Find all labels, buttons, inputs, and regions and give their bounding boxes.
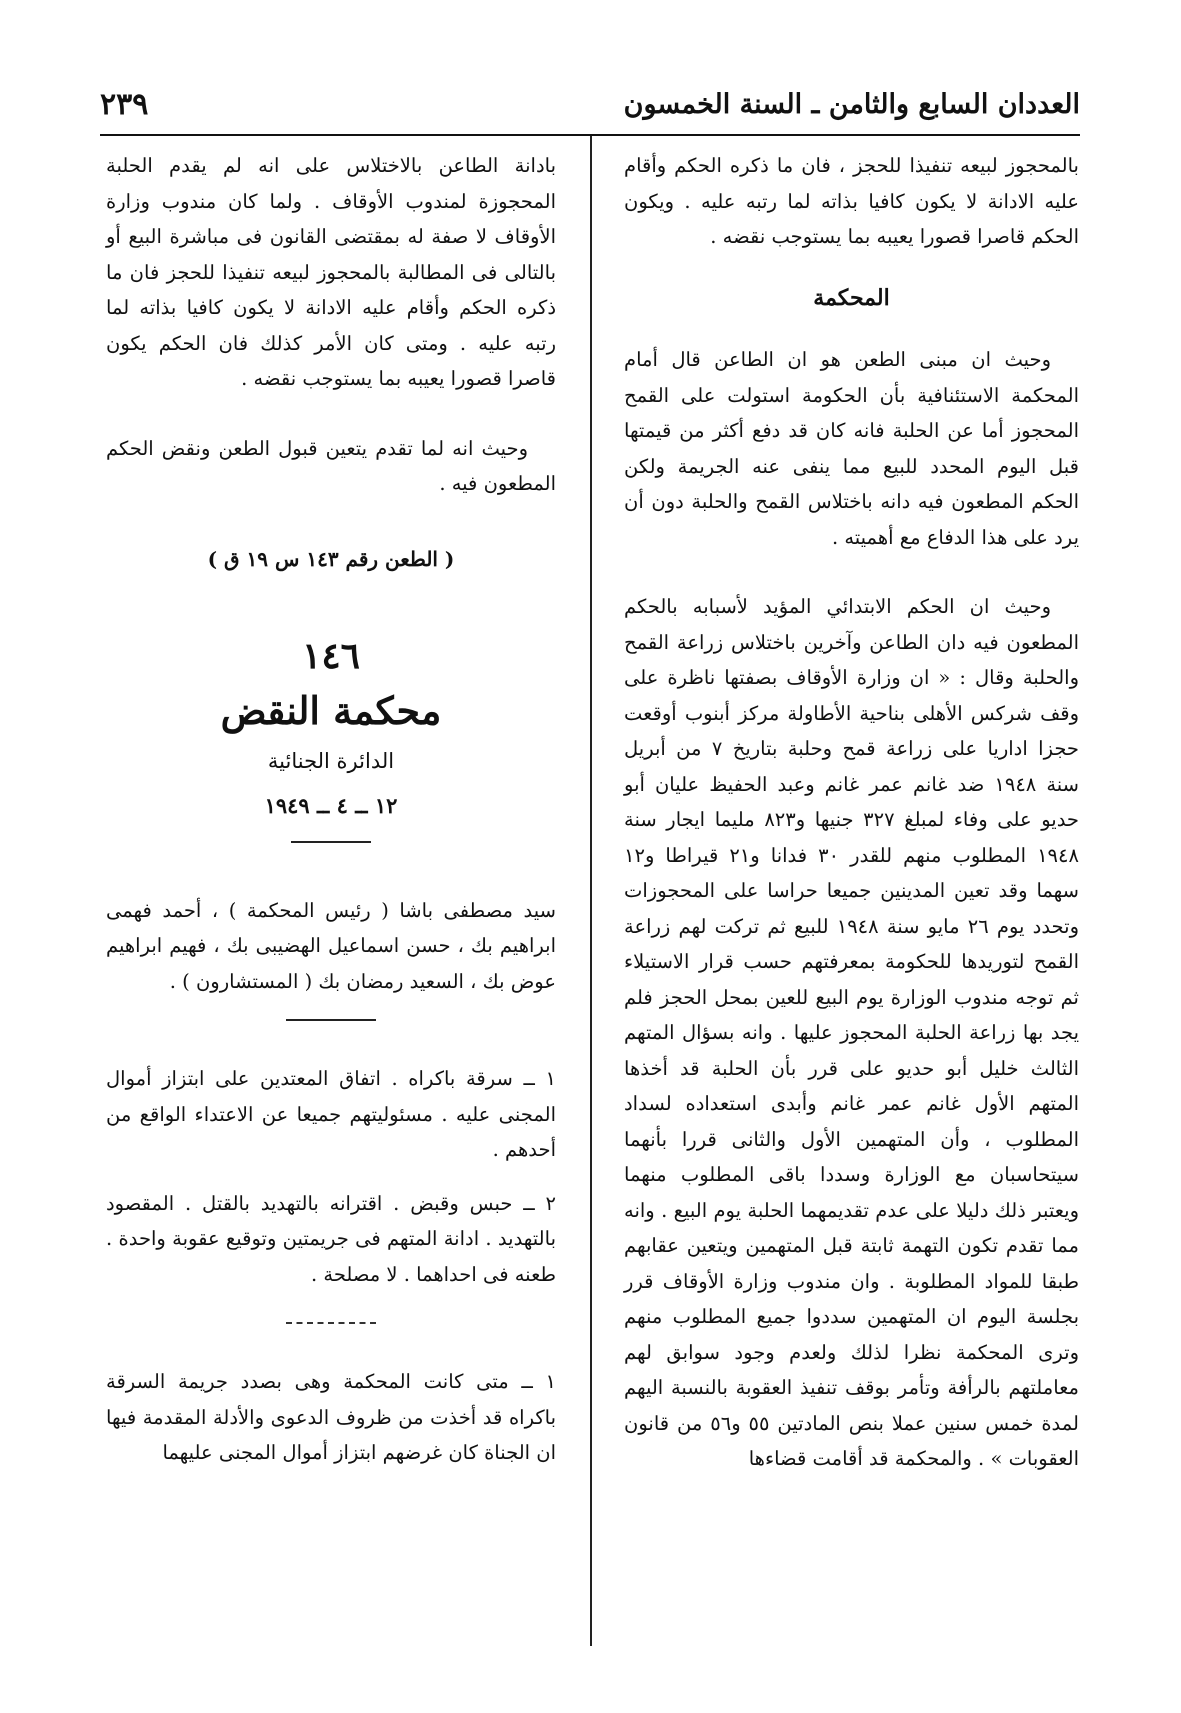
paragraph: وحيث ان الحكم الابتدائي المؤيد لأسبابه بالحكم المطعون فيه دان الطاعن وآخرين باختلاس زراعة القمح والحلبة وقال : « ان وزارة الأوقاف بصفتها ناظرة على وقف شركس الأهلى بناحية الأطاولة مركز أبنوب أوقعت حجزا اداريا على زراعة قمح وحلبة بتاريخ ٧ من أبريل سنة ١٩٤٨ ضد غانم عمر غانم وعبد الحفيظ عليان أبو حديو على وفاء لمبلغ ٣٢٧ جنيها و٨٢٣ مليما ايجار سنة ١٩٤٨ المطلوب منهم للقدر ٣٠ فدانا و٢١ قيراطا و١٢ سهما وقد تعين المدينين جميعا حراسا على المحجوزات وتحدد يوم ٢٦ مايو سنة ١٩٤٨ للبيع ثم تركت لهم زراعة القمح لتوريدها للحكومة بمعرفتهم حسب قرار الاستيلاء ثم توجه مندوب الوزارة يوم البيع للعين بمحل الحجز فلم يجد بها زراعة الحلبة المحجوز عليها . وانه بسؤال المتهم الثالث خليل أبو حديو على قرر بأن الحلبة قد أخذها المتهم الأول غانم عمر غانم وأبدى استعداده لسداد المطلوب ، وأن المتهمين الأول والثانى قررا بأنهما سيتحاسبان مع الوزارة وسددا باقى المطلوب منهما ويعتبر ذلك دليلا على عدم تقديمهما الحلبة يوم البيع . وانه مما تقدم تكون التهمة ثابتة قبل المتهمين ويتعين عقابهم طبقا للمواد المطلوبة . وان مندوب وزارة الأوقاف قرر بجلسة اليوم ان المتهمين سددوا جميع المطلوب منهم وترى المحكمة نظرا لذلك ولعدم وجود سوابق لهم معاملتهم بالرأفة وتأمر بوقف تنفيذ العقوبة بالنسبة اليهم لمدة خمس سنين عملا بنص المادتين ٥٥ و٥٦ من قانون العقوبات » . والمحكمة قد أقامت قضاءها — [624, 595, 1079, 1470]
case-number: ١٤٦ — [301, 635, 360, 677]
paragraph: وحيث انه لما تقدم يتعين قبول الطعن ونقض الحكم المطعون فيه . — [106, 436, 556, 495]
column-divider — [590, 136, 592, 1646]
spacer — [106, 397, 556, 431]
case-citation: ( الطعن رقم ١٤٣ س ١٩ ق ) — [207, 546, 455, 571]
headnote: ٢ ــ حبس وقبض . اقترانه بالتهديد بالقتل . المقصود بالتهديد . ادانة المتهم فى جريمتين وتوقيع عقوبة واحدة . طعنه فى احداهما . لا مصلحة . — [106, 1191, 556, 1286]
left-column — [106, 148, 556, 1471]
chamber-name: الدائرة الجنائية — [267, 749, 395, 773]
page-header — [100, 78, 1080, 130]
running-title: العددان السابع والثامن ـ السنة الخمسون — [623, 88, 1080, 120]
divider — [286, 1019, 376, 1021]
headnote: ١ ــ متى كانت المحكمة وهى بصدد جريمة السرقة باكراه قد أخذت من ظروف الدعوى والأدلة المقدمة فيها ان الجناة كان غرضهم ابتزاز أموال المجنى عليهما — [106, 1370, 556, 1464]
divider — [291, 841, 371, 843]
spacer — [624, 555, 1079, 589]
page-number: ٢٣٩ — [100, 86, 149, 122]
court-name: محكمة النقض — [220, 687, 442, 733]
right-column — [624, 148, 1079, 1477]
bench-members: سيد مصطفى باشا ( رئيس المحكمة ) ، أحمد فهمى ابراهيم بك ، حسن اسماعيل الهضيبى بك ، فهيم ابراهيم عوض بك ، السعيد رمضان بك ( المستشارون ) . — [106, 898, 556, 993]
paragraph: وحيث ان مبنى الطعن هو ان الطاعن قال أمام المحكمة الاستئنافية بأن الحكومة استولت على القمح المحجوز أما عن الحلبة فانه كان قد دفع أكثر من قيمتها قبل اليوم المحدد للبيع مما ينفى عنه الجريمة ولكن الحكم المطعون فيه دانه باختلاس القمح والحلبة دون أن يرد على هذا الدفاع مع أهميته . — [624, 348, 1079, 549]
session-date: ١٢ ــ ٤ ــ ١٩٤٩ — [264, 792, 398, 818]
paragraph: بالمحجوز لبيعه تنفيذا للحجز ، فان ما ذكره الحكم وأقام عليه الادانة لا يكون كافيا بذاته لما رتبه عليه . ويكون الحكم قاصرا قصورا يعيبه بما يستوجب نقضه . — [624, 154, 1079, 248]
headnote: ١ ــ سرقة باكراه . اتفاق المعتدين على ابتزاز أموال المجنى عليه . مسئوليتهم جميعا عن الاعتداء الواقع من أحدهم . — [106, 1067, 556, 1161]
section-heading: المحكمة — [813, 284, 890, 311]
divider — [286, 1322, 376, 1324]
paragraph: بادانة الطاعن بالاختلاس على انه لم يقدم الحلبة المحجوزة لمندوب الأوقاف . ولما كان مندوب وزارة الأوقاف لا صفة له بمقتضى القانون فى مباشرة البيع أو بالتالى فى المطالبة بالمحجوز لبيعه تنفيذا للحجز فان ما ذكره الحكم وأقام عليه الادانة لا يكون كافيا بذاته لما رتبه عليه . ومتى كان الأمر كذلك فان الحكم يكون قاصرا قصورا يعيبه بما يستوجب نقضه . — [106, 154, 556, 390]
